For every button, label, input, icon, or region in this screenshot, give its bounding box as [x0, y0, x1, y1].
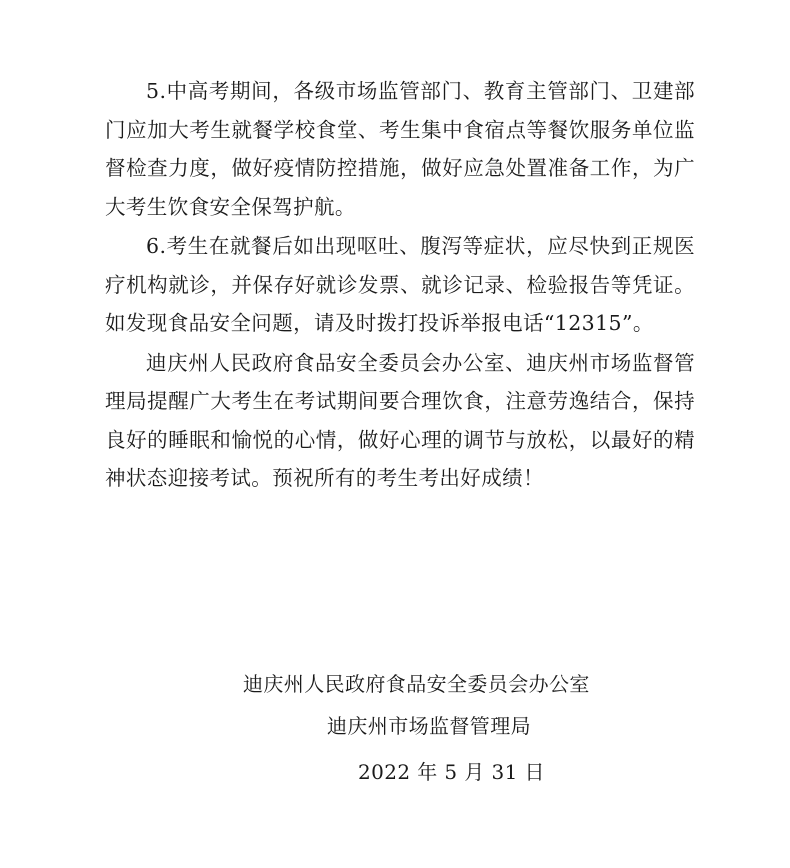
paragraph-item-5: 5.中高考期间，各级市场监管部门、教育主管部门、卫建部门应加大考生就餐学校食堂、考生集中食宿点等餐饮服务单位监督检查力度，做好疫情防控措施，做好应急处置准备工作，为广大考生饮食安全保驾护航。	[105, 79, 695, 219]
document-body	[105, 72, 695, 499]
paragraph-reminder: 迪庆州人民政府食品安全委员会办公室、迪庆州市场监督管理局提醒广大考生在考试期间要合理饮食，注意劳逸结合，保持良好的睡眠和愉悦的心情，做好心理的调节与放松，以最好的精神状态迎接考试。预祝所有的考生考出好成绩！	[105, 350, 695, 490]
signature-org-market-supervision: 迪庆州市场监督管理局	[327, 714, 531, 738]
paragraph-item-6: 6.考生在就餐后如出现呕吐、腹泻等症状，应尽快到正规医疗机构就诊，并保存好就诊发票、就诊记录、检验报告等凭证。如发现食品安全问题，请及时拨打投诉举报电话“12315”。	[105, 234, 695, 335]
signature-date: 2022 年 5 月 31 日	[358, 760, 545, 784]
signature-org-food-safety-office: 迪庆州人民政府食品安全委员会办公室	[243, 672, 590, 696]
